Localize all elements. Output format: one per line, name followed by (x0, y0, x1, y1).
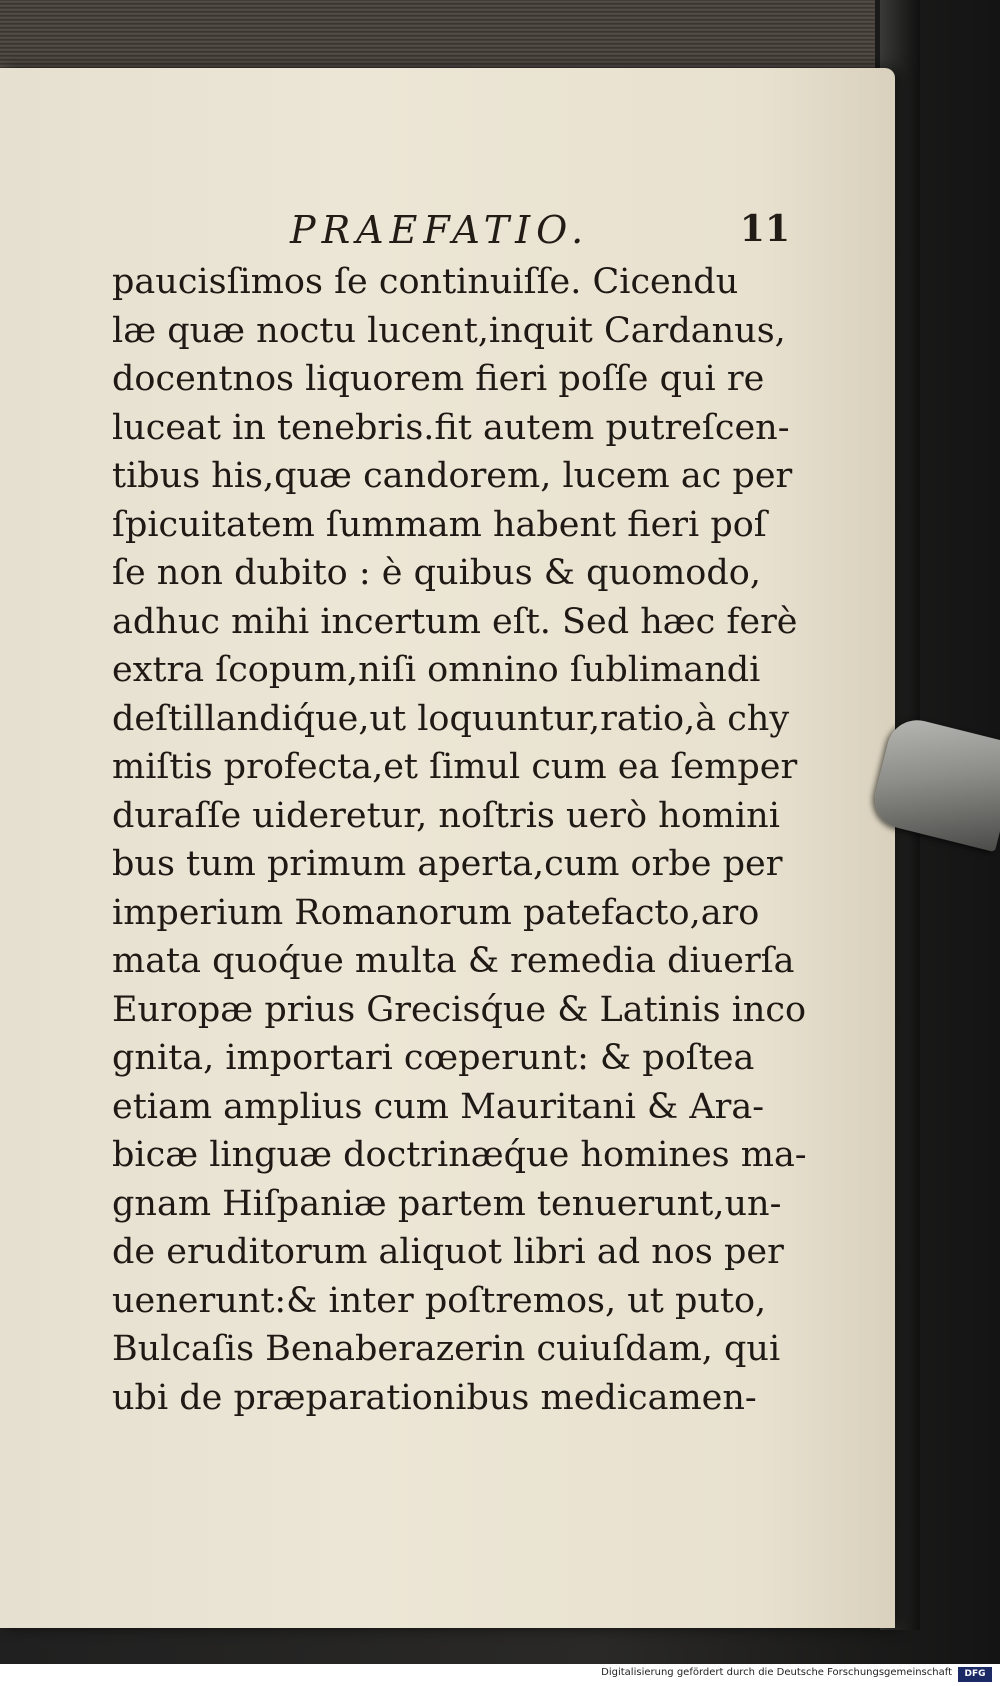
text-line: deſtillandiq́ue,ut loquuntur,ratio,à chy (112, 698, 790, 739)
text-line: Bulcaſis Benaberazerin cuiuſdam, qui (112, 1329, 781, 1369)
book-page (0, 68, 895, 1628)
text-line: luceat in tenebris.fit autem putreſcen- (112, 407, 790, 448)
text-line: tibus his,quæ candorem, lucem ac per (112, 456, 793, 496)
text-line: bicæ linguæ doctrinæq́ue homines ma- (112, 1135, 807, 1175)
text-line: adhuc mihi incertum eſt. Sed hæc ferè (112, 601, 798, 642)
text-line: ſe non dubito : è quibus & quomodo, (112, 553, 761, 593)
text-line: ubi de præparationibus medicamen- (112, 1377, 757, 1418)
dfg-logo: DFG (958, 1667, 992, 1682)
text-line: ſpicuitatem ſummam habent fieri poſ (112, 504, 767, 545)
text-line: mata quoq́ue multa & remedia diuerſa (112, 941, 795, 981)
book-page-edges (0, 0, 875, 72)
text-block (112, 258, 807, 1422)
digitization-footer (0, 1664, 1000, 1686)
text-line: etiam amplius cum Mauritani & Ara- (112, 1086, 765, 1127)
text-line: imperium Romanorum patefacto,aro (112, 892, 760, 933)
text-line: gnita, importari cœperunt: & poſtea (112, 1038, 755, 1078)
text-line: duraſſe uideretur, noſtris uerò homini (112, 795, 780, 836)
text-line: miſtis profecta,et ſimul cum ea ſemper (112, 747, 798, 787)
text-line: de eruditorum aliquot libri ad nos per (112, 1232, 784, 1272)
running-head: PRAEFATIO. (290, 208, 590, 252)
funding-credit: Digitalisierung gefördert durch die Deutsche Forschungsgemeinschaft (601, 1667, 952, 1678)
text-line: Europæ prius Grecisq́ue & Latinis inco (112, 989, 807, 1030)
text-line: bus tum primum aperta,cum orbe per (112, 844, 783, 884)
text-line: læ quæ noctu lucent,inquit Cardanus, (112, 310, 786, 351)
text-line: gnam Hiſpaniæ partem tenuerunt,un- (112, 1183, 782, 1224)
text-line: paucisſimos ſe continuiſſe. Cicendu (112, 262, 739, 302)
text-line: docentnos liquorem fieri poſſe qui re (112, 359, 765, 399)
text-line: extra ſcopum,niſi omnino ſublimandi (112, 650, 761, 690)
page-number: 11 (739, 208, 790, 250)
page-header (290, 208, 790, 252)
text-line: uenerunt:& inter poſtremos, ut puto, (112, 1280, 767, 1321)
